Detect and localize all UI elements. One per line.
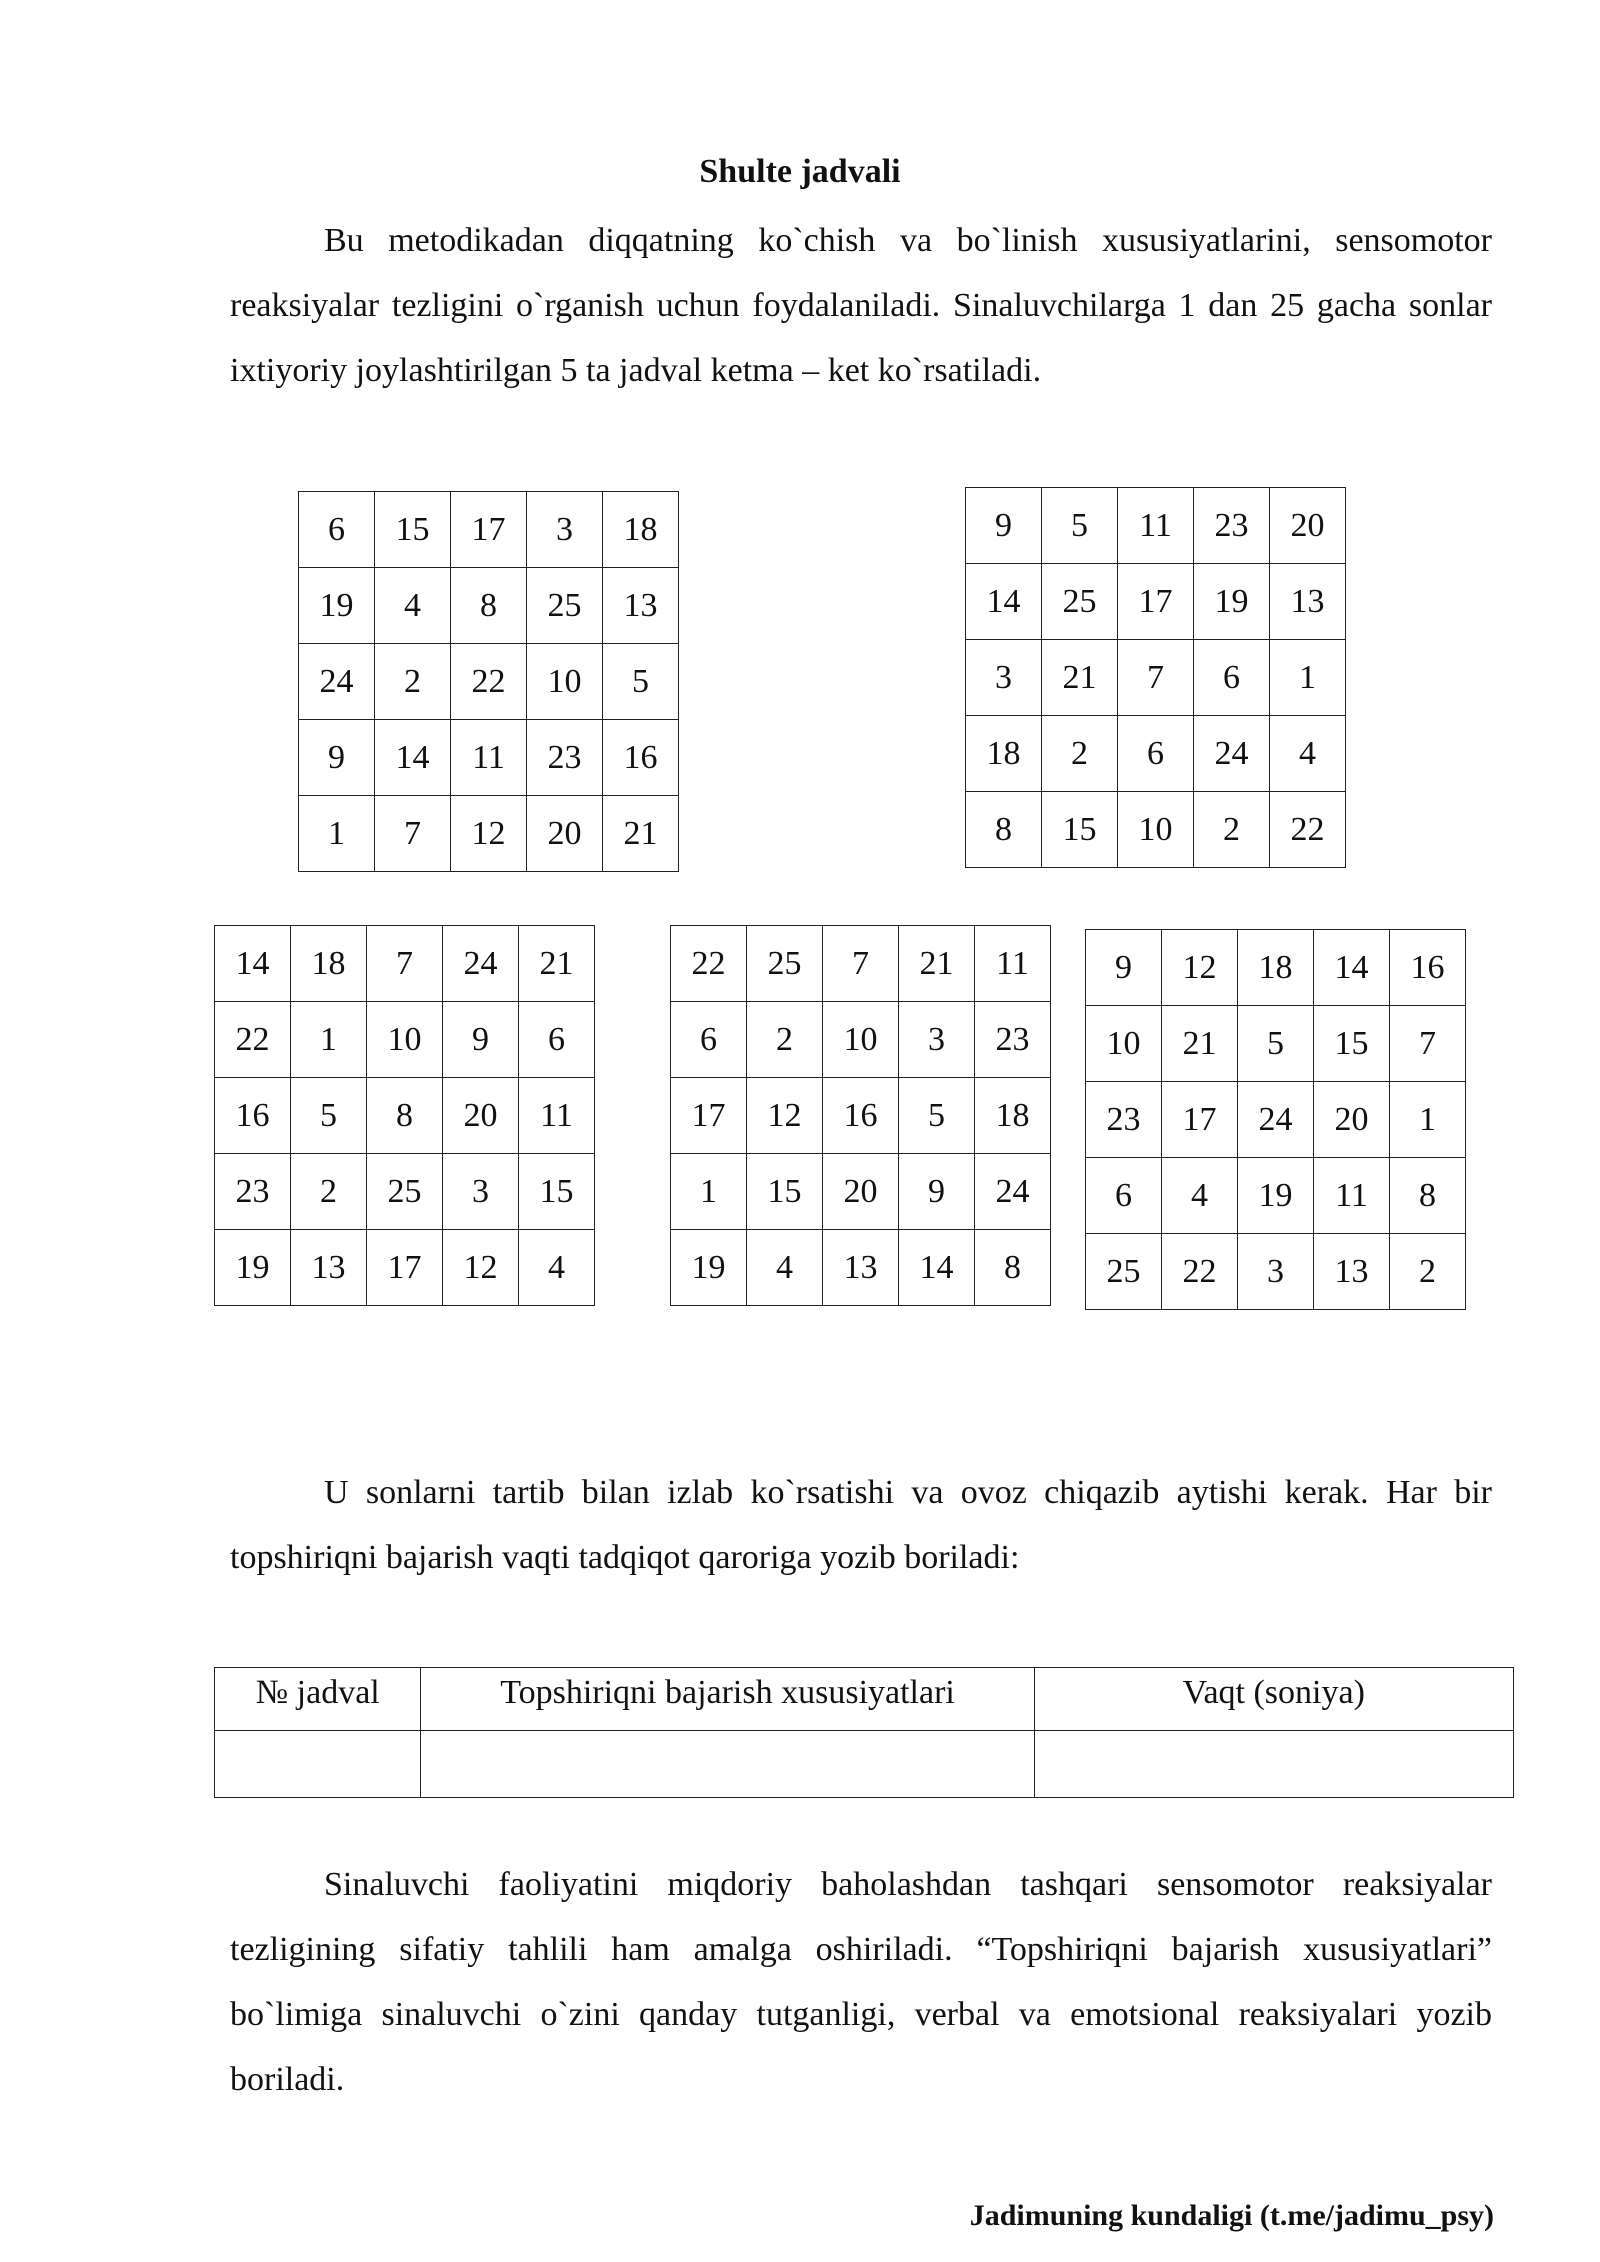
grid-cell: 10 bbox=[1086, 1006, 1162, 1082]
grid-cell: 23 bbox=[1086, 1082, 1162, 1158]
grid-cell: 8 bbox=[975, 1230, 1051, 1306]
grid-cell: 23 bbox=[1194, 488, 1270, 564]
grid-row bbox=[671, 1230, 1051, 1306]
header-table-number: № jadval bbox=[215, 1668, 421, 1731]
grid-cell: 19 bbox=[299, 568, 375, 644]
analysis-paragraph bbox=[230, 1852, 1492, 2112]
grid-cell: 10 bbox=[527, 644, 603, 720]
grid-cell: 5 bbox=[291, 1078, 367, 1154]
grid-cell: 14 bbox=[215, 926, 291, 1002]
grid-cell: 20 bbox=[823, 1154, 899, 1230]
grid-cell: 1 bbox=[1270, 640, 1346, 716]
grid-cell: 16 bbox=[215, 1078, 291, 1154]
grid-cell: 21 bbox=[603, 796, 679, 872]
grid-cell: 17 bbox=[451, 492, 527, 568]
grid-cell: 13 bbox=[1314, 1234, 1390, 1310]
grid-cell: 16 bbox=[823, 1078, 899, 1154]
grid-cell: 16 bbox=[1390, 930, 1466, 1006]
grid-cell: 6 bbox=[1086, 1158, 1162, 1234]
grid-cell: 11 bbox=[451, 720, 527, 796]
grid-row bbox=[671, 1154, 1051, 1230]
grid-cell: 25 bbox=[367, 1154, 443, 1230]
grid-row bbox=[215, 1002, 595, 1078]
grid-row bbox=[966, 564, 1346, 640]
grid-cell: 19 bbox=[215, 1230, 291, 1306]
grid-cell: 5 bbox=[899, 1078, 975, 1154]
grid-cell: 17 bbox=[367, 1230, 443, 1306]
grid-cell: 11 bbox=[519, 1078, 595, 1154]
grid-row bbox=[1086, 930, 1466, 1006]
grid-cell: 3 bbox=[1238, 1234, 1314, 1310]
grid-cell: 18 bbox=[603, 492, 679, 568]
grid-cell: 24 bbox=[1194, 716, 1270, 792]
grid-cell: 24 bbox=[975, 1154, 1051, 1230]
grid-cell: 21 bbox=[899, 926, 975, 1002]
grid-row bbox=[1086, 1082, 1466, 1158]
grid-cell: 23 bbox=[975, 1002, 1051, 1078]
grid-cell: 12 bbox=[451, 796, 527, 872]
intro-paragraph bbox=[230, 208, 1492, 403]
grid-cell: 1 bbox=[1390, 1082, 1466, 1158]
grid-cell: 11 bbox=[1118, 488, 1194, 564]
grid-row bbox=[966, 792, 1346, 868]
instruction-paragraph bbox=[230, 1460, 1492, 1590]
grid-cell: 10 bbox=[823, 1002, 899, 1078]
grid-cell: 6 bbox=[1194, 640, 1270, 716]
grid-cell: 6 bbox=[671, 1002, 747, 1078]
analysis-paragraph-text: Sinaluvchi faoliyatini miqdoriy baholashdan tashqari sensomotor reaksiyalar tezligining sifatiy tahlili ham amalga oshiriladi. “Topshiriqni bajarish xususiyatlari” bo`limiga sinaluvchi o`zini qanday tutganligi, verbal va emotsional reaksiyalari yozib boriladi. bbox=[230, 1866, 1492, 2098]
grid-cell: 14 bbox=[899, 1230, 975, 1306]
grid-cell: 20 bbox=[1270, 488, 1346, 564]
grid-cell: 5 bbox=[603, 644, 679, 720]
grid-cell: 22 bbox=[451, 644, 527, 720]
grid-row bbox=[215, 1230, 595, 1306]
grid-cell: 4 bbox=[1270, 716, 1346, 792]
grid-cell: 19 bbox=[1194, 564, 1270, 640]
grid-cell: 12 bbox=[1162, 930, 1238, 1006]
header-task-features: Topshiriqni bajarish xususiyatlari bbox=[421, 1668, 1034, 1731]
grid-cell: 20 bbox=[443, 1078, 519, 1154]
grid-row bbox=[1086, 1006, 1466, 1082]
grid-cell: 7 bbox=[823, 926, 899, 1002]
grid-cell: 6 bbox=[1118, 716, 1194, 792]
schulte-table-4 bbox=[670, 925, 1051, 1306]
grid-cell: 15 bbox=[747, 1154, 823, 1230]
grid-cell: 8 bbox=[451, 568, 527, 644]
grid-cell: 3 bbox=[443, 1154, 519, 1230]
grid-cell: 18 bbox=[291, 926, 367, 1002]
grid-cell: 9 bbox=[1086, 930, 1162, 1006]
grid-cell: 19 bbox=[1238, 1158, 1314, 1234]
grid-cell: 11 bbox=[1314, 1158, 1390, 1234]
grid-cell: 21 bbox=[519, 926, 595, 1002]
grid-cell: 3 bbox=[899, 1002, 975, 1078]
grid-row bbox=[966, 716, 1346, 792]
grid-cell: 23 bbox=[527, 720, 603, 796]
grid-cell: 20 bbox=[1314, 1082, 1390, 1158]
grid-cell: 16 bbox=[603, 720, 679, 796]
grid-cell: 7 bbox=[367, 926, 443, 1002]
grid-cell: 18 bbox=[966, 716, 1042, 792]
results-header-row bbox=[215, 1668, 1514, 1731]
grid-cell: 6 bbox=[299, 492, 375, 568]
grid-cell: 2 bbox=[291, 1154, 367, 1230]
grid-cell: 7 bbox=[1118, 640, 1194, 716]
grid-row bbox=[671, 1078, 1051, 1154]
grid-row bbox=[671, 926, 1051, 1002]
grid-cell: 3 bbox=[966, 640, 1042, 716]
grid-cell: 9 bbox=[443, 1002, 519, 1078]
grid-cell: 12 bbox=[747, 1078, 823, 1154]
grid-cell: 24 bbox=[299, 644, 375, 720]
grid-cell: 25 bbox=[1086, 1234, 1162, 1310]
grid-cell: 24 bbox=[1238, 1082, 1314, 1158]
schulte-table-2 bbox=[965, 487, 1346, 868]
grid-cell: 8 bbox=[1390, 1158, 1466, 1234]
grid-cell: 23 bbox=[215, 1154, 291, 1230]
grid-row bbox=[966, 488, 1346, 564]
grid-cell: 4 bbox=[519, 1230, 595, 1306]
grid-cell: 9 bbox=[299, 720, 375, 796]
grid-cell: 25 bbox=[1042, 564, 1118, 640]
grid-cell: 6 bbox=[519, 1002, 595, 1078]
grid-cell: 22 bbox=[671, 926, 747, 1002]
grid-row bbox=[299, 568, 679, 644]
page-title: Shulte jadvali bbox=[699, 153, 901, 190]
schulte-table-1 bbox=[298, 491, 679, 872]
grid-cell: 15 bbox=[375, 492, 451, 568]
grid-cell: 21 bbox=[1162, 1006, 1238, 1082]
grid-cell: 5 bbox=[1042, 488, 1118, 564]
grid-cell: 20 bbox=[527, 796, 603, 872]
grid-cell: 22 bbox=[1162, 1234, 1238, 1310]
grid-row bbox=[299, 492, 679, 568]
grid-cell: 2 bbox=[1390, 1234, 1466, 1310]
grid-cell: 4 bbox=[747, 1230, 823, 1306]
grid-cell: 7 bbox=[1390, 1006, 1466, 1082]
grid-cell: 9 bbox=[966, 488, 1042, 564]
header-time-seconds: Vaqt (soniya) bbox=[1034, 1668, 1513, 1731]
grid-cell: 22 bbox=[1270, 792, 1346, 868]
grid-cell: 9 bbox=[899, 1154, 975, 1230]
grid-cell: 11 bbox=[975, 926, 1051, 1002]
grid-cell: 24 bbox=[443, 926, 519, 1002]
grid-cell: 2 bbox=[747, 1002, 823, 1078]
schulte-table-3 bbox=[214, 925, 595, 1306]
grid-cell: 15 bbox=[1314, 1006, 1390, 1082]
grid-cell: 13 bbox=[823, 1230, 899, 1306]
grid-cell: 21 bbox=[1042, 640, 1118, 716]
grid-cell: 8 bbox=[367, 1078, 443, 1154]
grid-cell: 13 bbox=[603, 568, 679, 644]
grid-cell: 19 bbox=[671, 1230, 747, 1306]
grid-cell: 4 bbox=[375, 568, 451, 644]
grid-cell: 2 bbox=[1042, 716, 1118, 792]
grid-cell: 14 bbox=[966, 564, 1042, 640]
grid-row bbox=[299, 796, 679, 872]
grid-cell: 25 bbox=[527, 568, 603, 644]
grid-cell: 13 bbox=[291, 1230, 367, 1306]
grid-cell: 8 bbox=[966, 792, 1042, 868]
grid-row bbox=[299, 720, 679, 796]
grid-cell: 17 bbox=[1118, 564, 1194, 640]
grid-cell: 18 bbox=[1238, 930, 1314, 1006]
results-empty-row bbox=[215, 1731, 1514, 1798]
grid-row bbox=[215, 926, 595, 1002]
grid-cell: 22 bbox=[215, 1002, 291, 1078]
grid-cell: 15 bbox=[519, 1154, 595, 1230]
grid-cell: 4 bbox=[1162, 1158, 1238, 1234]
grid-cell: 1 bbox=[299, 796, 375, 872]
cell-time-seconds bbox=[1034, 1731, 1513, 1798]
grid-row bbox=[1086, 1158, 1466, 1234]
schulte-table-5 bbox=[1085, 929, 1466, 1310]
results-table bbox=[214, 1667, 1514, 1798]
grid-cell: 2 bbox=[1194, 792, 1270, 868]
grid-cell: 15 bbox=[1042, 792, 1118, 868]
cell-task-features bbox=[421, 1731, 1034, 1798]
grid-cell: 3 bbox=[527, 492, 603, 568]
grid-cell: 14 bbox=[1314, 930, 1390, 1006]
grid-cell: 5 bbox=[1238, 1006, 1314, 1082]
grid-cell: 1 bbox=[291, 1002, 367, 1078]
grid-cell: 18 bbox=[975, 1078, 1051, 1154]
cell-table-number bbox=[215, 1731, 421, 1798]
grid-cell: 17 bbox=[671, 1078, 747, 1154]
grid-cell: 17 bbox=[1162, 1082, 1238, 1158]
grid-cell: 12 bbox=[443, 1230, 519, 1306]
instruction-paragraph-text: U sonlarni tartib bilan izlab ko`rsatishi va ovoz chiqazib aytishi kerak. Har bir topshiriqni bajarish vaqti tadqiqot qaroriga yozib boriladi: bbox=[230, 1474, 1492, 1576]
grid-cell: 10 bbox=[1118, 792, 1194, 868]
grid-cell: 1 bbox=[671, 1154, 747, 1230]
grid-cell: 14 bbox=[375, 720, 451, 796]
intro-paragraph-text: Bu metodikadan diqqatning ko`chish va bo`linish xususiyatlarini, sensomotor reaksiyalar tezligini o`rganish uchun foydalaniladi. Sinaluvchilarga 1 dan 25 gacha sonlar ixtiyoriy joylashtirilgan 5 ta jadval ketma – ket ko`rsatiladi. bbox=[230, 222, 1492, 389]
grid-cell: 25 bbox=[747, 926, 823, 1002]
grid-cell: 7 bbox=[375, 796, 451, 872]
grid-cell: 10 bbox=[367, 1002, 443, 1078]
grid-row bbox=[215, 1154, 595, 1230]
grid-cell: 2 bbox=[375, 644, 451, 720]
grid-row bbox=[215, 1078, 595, 1154]
grid-row bbox=[671, 1002, 1051, 1078]
grid-cell: 13 bbox=[1270, 564, 1346, 640]
grid-row bbox=[966, 640, 1346, 716]
grid-row bbox=[299, 644, 679, 720]
footer-credit: Jadimuning kundaligi (t.me/jadimu_psy) bbox=[969, 2199, 1494, 2232]
grid-row bbox=[1086, 1234, 1466, 1310]
